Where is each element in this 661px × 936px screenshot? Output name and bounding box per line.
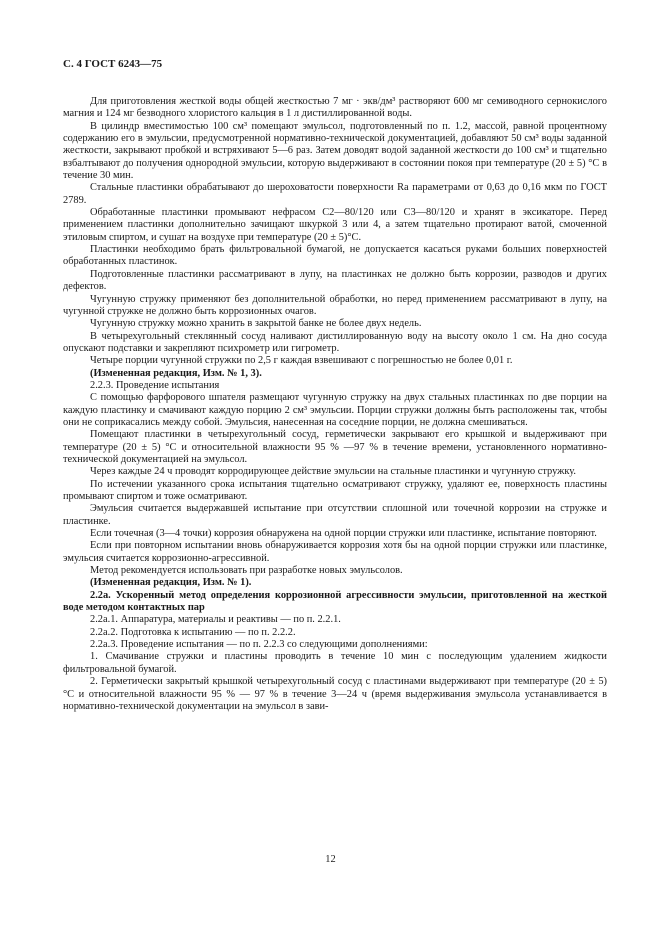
paragraph-pitting: Если точечная (3—4 точки) коррозия обнаружена на одной порции стружки или пластинке, испытание повторяют.: [90, 528, 597, 540]
section-heading-2-2-3: 2.2.3. Проведение испытания: [90, 379, 220, 391]
section-item-2-2a-2: 2.2а.2. Подготовка к испытанию — по п. 2.2.2.: [90, 626, 296, 638]
section-heading-2-2a: 2.2а. Ускоренный метод определения коррозионной агрессивности эмульсии, приготовленной на жесткой воде методом контактных пар: [63, 589, 607, 614]
section-item-2-2a-1: 2.2а.1. Аппаратура, материалы и реактивы — по п. 2.2.1.: [90, 614, 341, 626]
paragraph-hard-water: Для приготовления жесткой воды общей жесткостью 7 мг · экв/дм³ растворяют 600 мг семиводного сернокислого магния и 124 мг безводного хлористого кальция в 1 л дистиллированной воды.: [63, 96, 607, 120]
paragraph-glass-vessel: В четырехугольный стеклянный сосуд наливают дистиллированную воду на высоту около 1 см. На дно сосуда опускают подставки и закрепляют психрометр или гигрометр.: [63, 330, 607, 354]
amendment-note: (Измененная редакция, Изм. № 1, 3).: [90, 367, 262, 379]
section-item-2-2a-3: 2.2а.3. Проведение испытания — по п. 2.2.3 со следующими дополнениями:: [90, 639, 428, 651]
list-item-2: 2. Герметически закрытый крышкой четырехугольный сосуд с пластинами выдерживают при температуре (20 ± 5) °С и относительной влажности 95 % — 97 % в течение 3—24 ч (время выдерживания эмульсола устанавливается в нормативно-технической документации на эмульсол в зави-: [63, 676, 607, 712]
paragraph-plates-washing: Обработанные пластинки промывают нефрасом С2—80/120 или С3—80/120 и хранят в эксикаторе. Перед применением пластинки дополнительно зачищают шкуркой 3 или 4, а затем тщательно протирают ватой, смоченной этиловым спиртом, и сушат на воздухе при температуре (20 ± 5)°С.: [63, 207, 607, 243]
paragraph-every-24h: Через каждые 24 ч проводят корродирующее действие эмульсии на стальные пластинки и чугунную стружку.: [90, 466, 576, 478]
paragraph-spatula: С помощью фарфорового шпателя размещают чугунную стружку на двух стальных пластинках по две порции на каждую пластинку и смачивают каждую порцию 2 см³ эмульсии. Порции стружки должны быть расположены так, чтобы они не соприкасались между собой. Эмульсия, нанесенная на соседние порции, не должна смешиваться.: [63, 392, 607, 428]
paragraph-sealed-vessel: Помещают пластинки в четырехугольный сосуд, герметически закрывают его крышкой и выдерживают при температуре (20 ± 5) °С и относительной влажности 95 % —97 % в течение времени, установленного нормативно-технической документацией на эмульсол.: [63, 429, 607, 465]
page-header: С. 4 ГОСТ 6243—75: [63, 58, 163, 70]
document-body: [63, 96, 607, 713]
paragraph-passed: Эмульсия считается выдержавшей испытание при отсутствии сплошной или точечной коррозии на стружке и пластинке.: [63, 503, 607, 527]
paragraph-cylinder: В цилиндр вместимостью 100 см³ помещают эмульсол, подготовленный по п. 1.2, массой, равной процентному содержанию его в эмульсии, предусмотренной нормативно-технической документацией, добавляют 50 см³ воды заданной жесткости, закрывают пробкой и встряхивают 5—6 раз. Затем доводят водой заданной жесткости до 100 см³ и тщательно взбалтывают до получения однородной эмульсии, которую выдерживают в состоянии покоя при температуре (20 ± 5) °С в течение 30 мин.: [63, 120, 607, 182]
paragraph-steel-plates: Стальные пластинки обрабатывают до шероховатости поверхности Ra параметрами от 0,63 до 0,16 мкм по ГОСТ 2789.: [63, 182, 607, 206]
amendment-note: (Измененная редакция, Изм. № 1).: [90, 577, 252, 589]
paragraph-cast-iron-chips: Чугунную стружку применяют без дополнительной обработки, но перед применением рассматривают в лупу, на чугунной стружке не должно быть коррозионных очагов.: [63, 293, 607, 317]
paragraph-recommendation: Метод рекомендуется использовать при разработке новых эмульсолов.: [90, 565, 403, 577]
paragraph-chips-storage: Чугунную стружку можно хранить в закрытой банке не более двух недель.: [90, 318, 422, 330]
paragraph-after-test: По истечении указанного срока испытания тщательно осматривают стружку, удаляют ее, поверхность пластины промывают спиртом и тоже осматривают.: [63, 478, 607, 502]
list-item-1: 1. Смачивание стружки и пластины проводить в течение 10 мин с последующим удалением жидкости фильтровальной бумагой.: [63, 651, 607, 675]
paragraph-weighing: Четыре порции чугунной стружки по 2,5 г каждая взвешивают с погрешностью не более 0,01 г.: [90, 355, 513, 367]
paragraph-repeat-test: Если при повторном испытании вновь обнаруживается коррозия хотя бы на одной порции стружки или пластинке, эмульсия считается коррозионно-агрессивной.: [63, 540, 607, 564]
page-number: 12: [325, 854, 336, 865]
paragraph-plates-handling: Пластинки необходимо брать фильтровальной бумагой, не допускается касаться руками больших поверхностей обработанных пластинок.: [63, 244, 607, 268]
paragraph-plates-inspection: Подготовленные пластинки рассматривают в лупу, на пластинках не должно быть коррозии, разводов и других дефектов.: [63, 268, 607, 293]
